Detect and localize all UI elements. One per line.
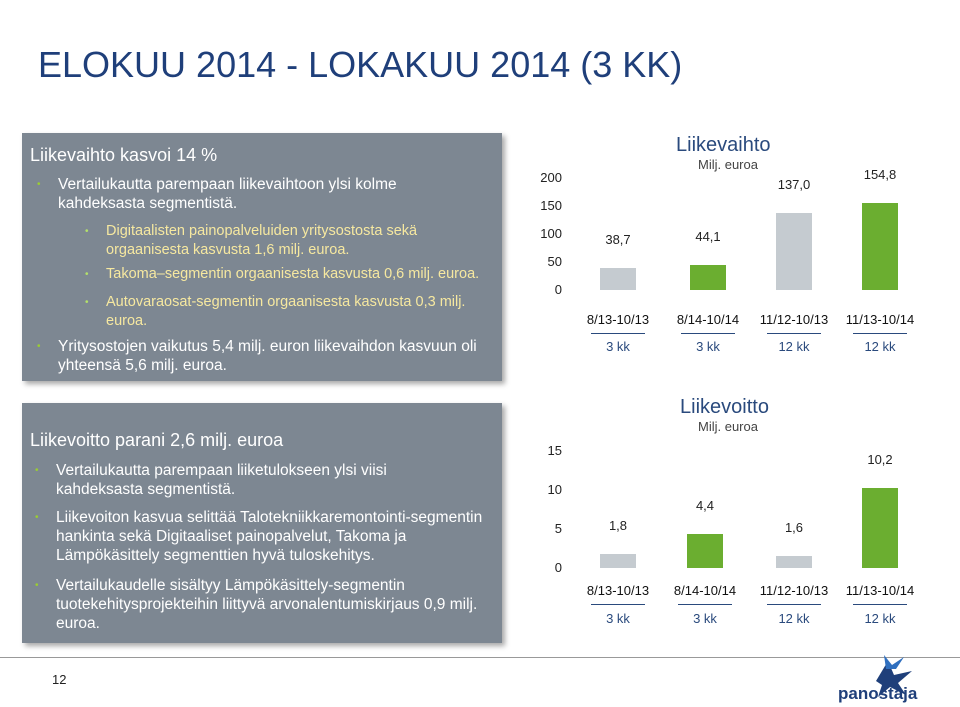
logo-text: panostaja (838, 684, 918, 703)
sub-bullet: • Takoma–segmentin orgaanisesta kasvusta 0,6 milj. euroa. (85, 266, 480, 282)
x-tick-label: 8/13-10/13 (586, 312, 650, 327)
panel-heading: Liikevaihto kasvoi 14 % (30, 145, 218, 165)
x-tick-label: 8/14-10/14 (676, 312, 740, 327)
period-label: 3 kk (696, 339, 720, 354)
bullet: • Yritysostojen vaikutus 5,4 milj. euron liikevaihdon kasvuun oli yhteensä 5,6 milj. euroa. (37, 338, 477, 374)
bullet: • Vertailukautta parempaan liikevaihtoon ylsi kolme kahdeksasta segmentistä. (37, 176, 397, 212)
y-tick-label: 50 (547, 254, 562, 269)
x-tick-label: 8/14-10/14 (673, 583, 737, 598)
x-tick-label: 11/13-10/14 (845, 583, 915, 598)
bar (776, 213, 812, 290)
bullet: • Liikevoiton kasvua selittää Talotekniikkaremontointi-segmentin hankinta sekä Digitaaliset painopalvelut, Takoma ja Lämpökäsittely segmenttien hyvä tuloskehitys. (35, 509, 483, 564)
bar (600, 268, 636, 290)
revenue-text-panel (22, 133, 502, 381)
x-tick-label: 11/12-10/13 (759, 312, 829, 327)
period-underline (678, 604, 732, 605)
data-label: 44,1 (695, 229, 721, 245)
y-tick-label: 15 (547, 443, 562, 458)
data-label: 10,2 (867, 452, 893, 468)
bar (862, 203, 898, 290)
chart-title: Liikevaihto (676, 134, 771, 156)
y-tick-label: 5 (554, 521, 562, 536)
period-label: 12 kk (778, 611, 810, 626)
data-label: 1,6 (784, 519, 804, 535)
period-label: 3 kk (606, 339, 630, 354)
y-tick-label: 150 (540, 198, 562, 213)
y-tick-label: 0 (554, 560, 562, 575)
period-label: 12 kk (864, 339, 896, 354)
data-label: 38,7 (605, 232, 631, 248)
period-label: 12 kk (778, 339, 810, 354)
period-underline (591, 333, 645, 334)
footer-divider (0, 657, 960, 658)
period-underline (681, 333, 735, 334)
data-label: 1,8 (608, 517, 628, 533)
period-underline (767, 604, 821, 605)
page-number: 12 (52, 672, 67, 687)
x-tick-label: 8/13-10/13 (586, 583, 650, 598)
bullet: • Vertailukautta parempaan liiketulokseen ylsi viisi kahdeksasta segmentistä. (35, 462, 387, 498)
period-underline (853, 333, 907, 334)
sub-bullet: • Autovaraosat-segmentin orgaanisesta kasvusta 0,3 milj. euroa. (85, 294, 466, 329)
profit-text-panel (22, 403, 502, 643)
bar (687, 534, 723, 568)
bar (862, 488, 898, 568)
period-underline (591, 604, 645, 605)
y-tick-label: 200 (540, 170, 562, 185)
y-tick-label: 10 (547, 482, 562, 497)
chart-subtitle: Milj. euroa (698, 419, 758, 434)
panel-heading: Liikevoitto parani 2,6 milj. euroa (30, 430, 284, 450)
period-underline (853, 604, 907, 605)
page-title: ELOKUU 2014 - LOKAKUU 2014 (3 KK) (38, 44, 683, 85)
x-tick-label: 11/12-10/13 (759, 583, 829, 598)
y-tick-label: 100 (540, 226, 562, 241)
chart-subtitle: Milj. euroa (698, 157, 758, 172)
bar (776, 556, 812, 568)
data-label: 4,4 (695, 497, 715, 513)
period-label: 3 kk (606, 611, 630, 626)
x-tick-label: 11/13-10/14 (845, 312, 915, 327)
data-label: 137,0 (777, 177, 811, 193)
period-label: 3 kk (693, 611, 717, 626)
bar (690, 265, 726, 290)
period-label: 12 kk (864, 611, 896, 626)
period-underline (767, 333, 821, 334)
sub-bullet: • Digitaalisten painopalveluiden yritysostosta sekä orgaanisesta kasvusta 1,6 milj. euroa. (85, 223, 418, 258)
bullet: • Vertailukaudelle sisältyy Lämpökäsittely-segmentin tuotekehitysprojekteihin liittyvä arvonalentumiskirjaus 0,9 milj. euroa. (35, 577, 478, 632)
bar (600, 554, 636, 568)
data-label: 154,8 (863, 167, 897, 183)
y-tick-label: 0 (554, 282, 562, 297)
chart-title: Liikevoitto (680, 396, 769, 418)
